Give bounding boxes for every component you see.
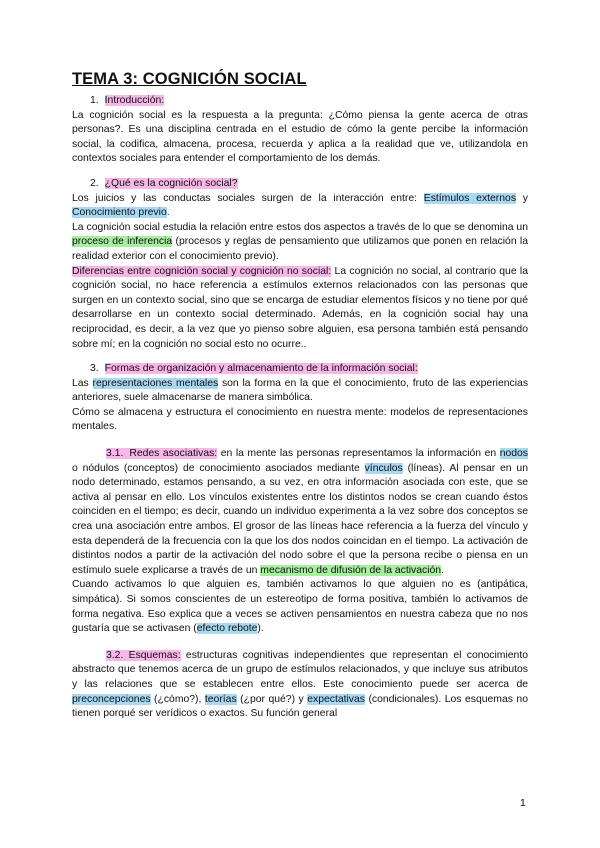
paragraph: Cómo se almacena y estructura el conocimiento en nuestra mente: modelos de representaciones mentales. bbox=[72, 406, 528, 433]
paragraph bbox=[72, 221, 528, 265]
text: (¿cómo?), bbox=[150, 693, 205, 705]
text: (procesos y reglas de pensamiento que utilizamos que ponen en relación la realidad exterior con el conocimiento previo). bbox=[72, 236, 528, 262]
section-number: 3. bbox=[90, 363, 99, 375]
highlight-term: expectativas bbox=[307, 693, 365, 705]
section-title: Introducción: bbox=[104, 95, 165, 106]
subsection-heading: 3.2. Esquemas: bbox=[106, 649, 181, 661]
page-title: TEMA 3: COGNICIÓN SOCIAL bbox=[72, 70, 307, 88]
highlight-term: efecto rebote bbox=[196, 623, 258, 635]
text: Las bbox=[72, 377, 93, 389]
section-heading-2 bbox=[72, 177, 528, 192]
highlight-term: proceso de inferencia bbox=[72, 236, 173, 248]
paragraph: La cognición social es la respuesta a la pregunta: ¿Cómo piensa la gente acerca de otras personas?. Es una disciplina centrada en el estudio de cómo la gente percibe la información social, la codifica, almacena, procesa, recuerda y aplica a la realidad que ve, utilizandola en contextos sociales para entender el comportamiento de los demás. bbox=[72, 109, 528, 165]
highlight-term: representaciones mentales bbox=[92, 377, 219, 389]
highlight-term: mecanismo de difusión de la activación bbox=[260, 564, 442, 576]
text: (líneas). Al pensar en un nodo determinado, estamos pensando, a su vez, en otra información asociada con este, que se activa al pensar en ello. Los vínculos existentes entre los distintos nodos se crean cuando éstos coinciden en el tiempo; es decir, cuando un individuo experimenta a la vez sobre dos conceptos se crea una asociación entre ambos. El grosor de las líneas hace referencia a la fuerza del vínculo y esta dependerá de la frecuencia con la que los dos nodos coincidan en el tiempo. La activación de distintos nodos a partir de la activación del nodo sobre el que la persona recibe o piensa en un estímulo suele explicarse a través de un bbox=[72, 462, 528, 576]
paragraph bbox=[72, 192, 528, 221]
highlight-term: vínculos bbox=[364, 462, 403, 474]
text: . bbox=[166, 207, 170, 219]
text: La cognición social estudia la relación entre estos dos aspectos a través de lo que se denomina un bbox=[72, 221, 528, 233]
highlight-term: Estímulos externos bbox=[423, 192, 517, 204]
paragraph bbox=[72, 265, 528, 353]
paragraph bbox=[72, 377, 528, 406]
text: estructuras cognitivas independientes que representan el conocimiento abstracto que tenemos acerca de un grupo de estímulos relacionados, y que incluye sus atributos y las relaciones que se establecen entre ellos. Este conocimiento puede ser acerca de bbox=[72, 649, 528, 690]
paragraph bbox=[72, 578, 528, 636]
text: . bbox=[441, 564, 444, 576]
document-page bbox=[72, 70, 528, 722]
text: (condicionales). Los esquemas no tienen porqué ser verídicos o exactos. Su función general bbox=[72, 693, 528, 720]
highlight-term: preconcepciones bbox=[72, 693, 151, 705]
highlight-term: teorías bbox=[204, 693, 237, 705]
highlight-term: Conocimiento previo bbox=[72, 207, 167, 219]
section-title: Formas de organización y almacenamiento de la información social: bbox=[104, 363, 418, 375]
text: (¿por qué?) y bbox=[236, 693, 308, 705]
section-heading-1 bbox=[72, 94, 528, 109]
text: son la forma en la que el conocimiento, fruto de las experiencias anteriores, suele almacenarse de manera simbólica. bbox=[72, 377, 529, 404]
text: Los juicios y las conductas sociales surgen de la interacción entre: bbox=[72, 192, 424, 204]
text: ). bbox=[257, 623, 264, 635]
paragraph bbox=[72, 649, 528, 722]
subsection-heading: Redes asociativas: bbox=[129, 448, 218, 460]
text: La cognición no social, al contrario que la cognición social, no hace referencia a estímulos externos relacionados con las personas que surgen en un contexto social, sino que se encarga de estudiar elementos físicos y no tiene por qué desarrollarse en un contexto social determinado. Además, en la cognición social hay una reciprocidad, es decir, a la vez que yo pienso sobre alguien, esa persona también está pensando sobre mí; en la cognición no social esto no ocurre.. bbox=[72, 265, 528, 350]
highlight-subheading: Diferencias entre cognición social y cognición no social: bbox=[72, 265, 332, 277]
highlight-term: nodos bbox=[499, 448, 528, 460]
paragraph bbox=[72, 447, 528, 578]
section-number: 1. bbox=[90, 95, 99, 106]
section-title: ¿Qué es la cognición social? bbox=[104, 177, 238, 189]
text: y bbox=[516, 192, 529, 204]
text: en la mente las personas representamos la información en bbox=[217, 448, 500, 460]
section-heading-3 bbox=[72, 362, 528, 377]
subsection-title bbox=[106, 448, 217, 459]
text: Cuando activamos lo que alguien es, también activamos lo que alguien no es (antipática, simpática). Si somos conscientes de un estereotipo de forma positiva, también lo activamos de forma negativa. Eso explica que a veces se activen pensamientos en nuestra cabeza que no nos gustaría que se activasen ( bbox=[72, 579, 528, 635]
text: o nódulos (conceptos) de conocimiento asociados mediante bbox=[72, 462, 365, 474]
section-number: 3.1. bbox=[106, 448, 124, 460]
page-number: 1 bbox=[520, 797, 526, 809]
section-number: 2. bbox=[90, 177, 99, 189]
